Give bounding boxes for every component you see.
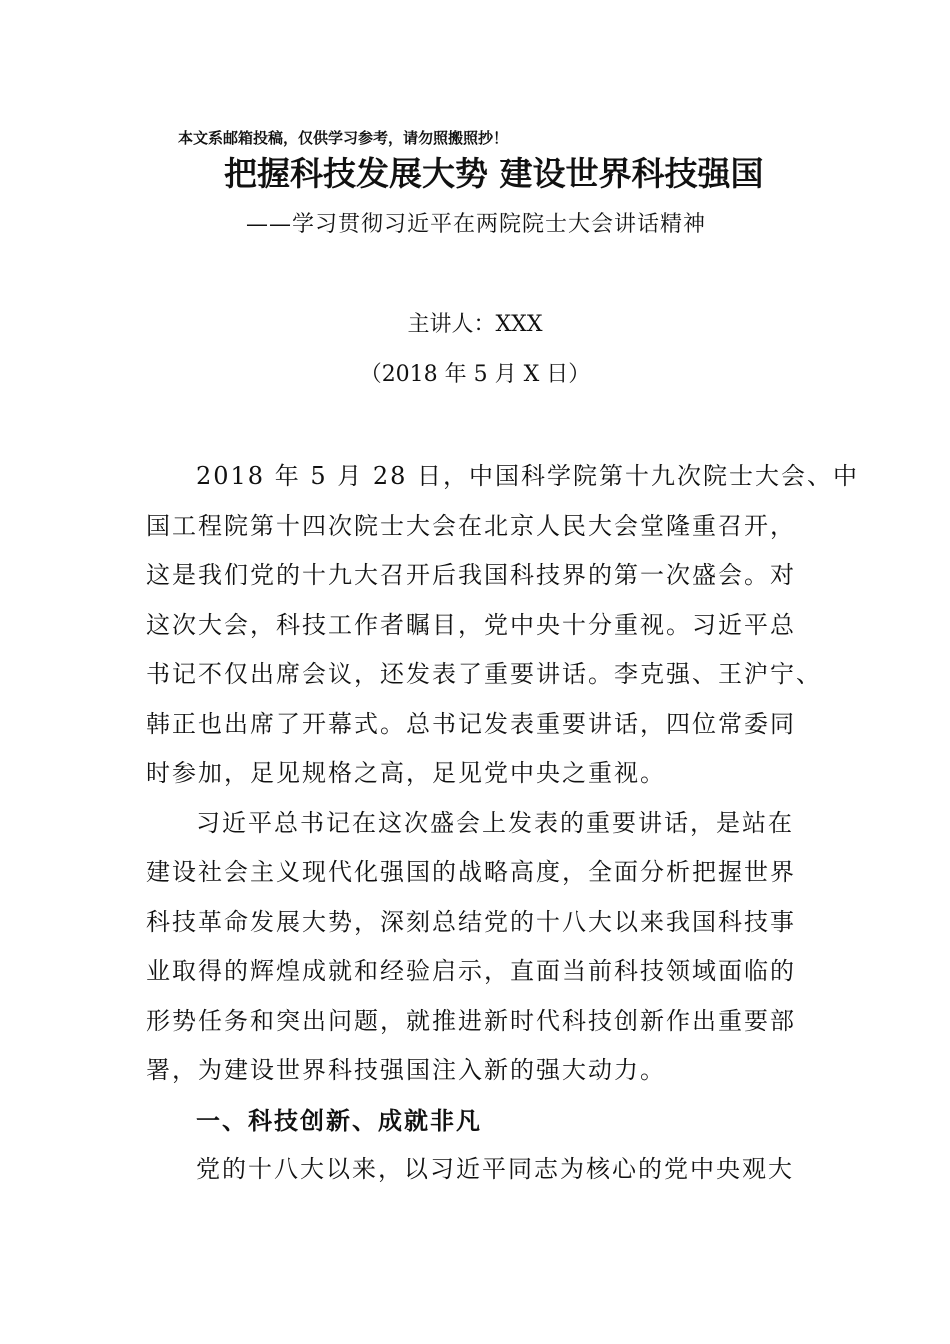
paragraph-line: 形势任务和突出问题，就推进新时代科技创新作出重要部 xyxy=(146,1006,796,1035)
body-text xyxy=(146,452,860,1195)
section-heading: 一、科技创新、成就非凡 xyxy=(196,1105,482,1135)
paragraph-line: 国工程院第十四次院士大会在北京人民大会堂隆重召开， xyxy=(146,511,796,540)
paragraph-line: 这次大会，科技工作者瞩目，党中央十分重视。习近平总 xyxy=(146,610,796,639)
speaker-line: 主讲人：XXX xyxy=(407,312,543,337)
paragraph-line: 书记不仅出席会议，还发表了重要讲话。李克强、王沪宁、 xyxy=(146,660,822,688)
paragraph-line: 时参加，足见规格之高，足见党中央之重视。 xyxy=(146,759,666,787)
document-title: 把握科技发展大势 建设世界科技强国 xyxy=(224,154,764,193)
paragraph-line: 2018 年 5 月 28 日，中国科学院第十九次院士大会、中 xyxy=(196,462,860,490)
paragraph-line: 韩正也出席了开幕式。总书记发表重要讲话，四位常委同 xyxy=(146,709,796,738)
paragraph-line: 建设社会主义现代化强国的战略高度，全面分析把握世界 xyxy=(146,858,796,886)
paragraph-line: 党的十八大以来，以习近平同志为核心的党中央观大 xyxy=(196,1155,794,1183)
paragraph-line: 这是我们党的十九大召开后我国科技界的第一次盛会。对 xyxy=(146,561,796,589)
paragraph-line: 习近平总书记在这次盛会上发表的重要讲话，是站在 xyxy=(196,808,794,837)
document-subtitle: ——学习贯彻习近平在两院院士大会讲话精神 xyxy=(246,212,707,237)
submission-notice: 本文系邮箱投稿，仅供学习参考，请勿照搬照抄！ xyxy=(178,129,509,147)
paragraph-line: 署，为建设世界科技强国注入新的强大动力。 xyxy=(146,1056,666,1084)
date-line: （2018 年 5 月 X 日） xyxy=(359,362,591,387)
paragraph-line: 科技革命发展大势，深刻总结党的十八大以来我国科技事 xyxy=(146,907,796,936)
paragraph-line: 业取得的辉煌成就和经验启示，直面当前科技领域面临的 xyxy=(146,957,796,985)
